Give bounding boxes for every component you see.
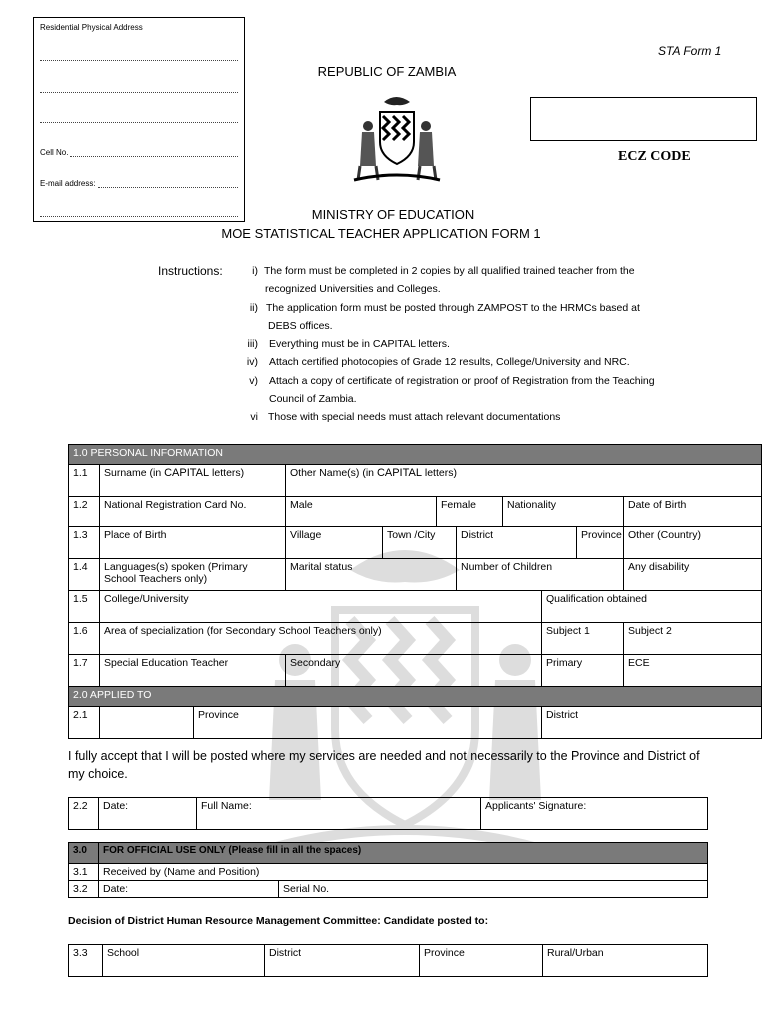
subject-2-field[interactable]: Subject 2 [624, 623, 762, 655]
rural-urban-field[interactable]: Rural/Urban [543, 945, 708, 977]
email-label: E-mail address: [40, 179, 96, 188]
signature-table [68, 797, 708, 830]
acceptance-statement: I fully accept that I will be posted where my services are needed and not necessarily to the Province and District of my choice. [68, 749, 700, 781]
primary-field[interactable]: Primary [542, 655, 624, 687]
place-of-birth-field[interactable]: Place of Birth [100, 527, 286, 559]
address-line-2[interactable] [40, 92, 238, 93]
secondary-field[interactable]: Secondary [286, 655, 542, 687]
row-number: 1.7 [69, 655, 100, 687]
date-field[interactable]: Date: [99, 798, 197, 830]
date-of-birth-field[interactable]: Date of Birth [624, 497, 762, 527]
serial-number-field[interactable]: Serial No. [279, 881, 708, 898]
row-number: 1.6 [69, 623, 100, 655]
female-field[interactable]: Female [437, 497, 503, 527]
republic-heading: REPUBLIC OF ZAMBIA [317, 64, 457, 79]
full-name-field[interactable]: Full Name: [197, 798, 481, 830]
instructions-list: i) The form must be completed in 2 copies by all qualified trained teacher from the recognized Universities and Colleges. ii) The application form must be posted through ZAMPOST to the HRMCs based at DEBS offices. iii) Everything must be in CAPITAL letters. iv) Attach certified photocopies of Grade 12 results, College/University and NRC. v) Attach a copy of certificate of registration or proof of Registration from the Teaching Council of Zambia. vi Those with special needs must attach relevant documentations [246, 265, 655, 423]
nationality-field[interactable]: Nationality [503, 497, 624, 527]
address-line-3[interactable] [40, 122, 238, 123]
posting-district-field[interactable]: District [265, 945, 420, 977]
form-title: MOE STATISTICAL TEACHER APPLICATION FORM 1 [221, 226, 541, 241]
section-3-heading: FOR OFFICIAL USE ONLY (Please fill in all the spaces) [99, 843, 708, 864]
province-field[interactable]: Province [577, 527, 624, 559]
number-of-children-field[interactable]: Number of Children [457, 559, 624, 591]
district-field[interactable]: District [457, 527, 577, 559]
row-number: 1.5 [69, 591, 100, 623]
posting-table [68, 944, 708, 977]
residential-address-box [33, 17, 245, 222]
special-education-field[interactable]: Special Education Teacher [100, 655, 286, 687]
row-number: 1.3 [69, 527, 100, 559]
ecz-code-label: ECZ CODE [618, 149, 691, 164]
marital-status-field[interactable]: Marital status [286, 559, 457, 591]
male-field[interactable]: Male [286, 497, 437, 527]
official-use-table [68, 842, 708, 898]
row-number: 1.4 [69, 559, 100, 591]
subject-1-field[interactable]: Subject 1 [542, 623, 624, 655]
official-date-field[interactable]: Date: [99, 881, 279, 898]
town-city-field[interactable]: Town /City [383, 527, 457, 559]
email-field[interactable] [98, 187, 238, 188]
qualification-field[interactable]: Qualification obtained [542, 591, 762, 623]
received-by-field[interactable]: Received by (Name and Position) [99, 864, 708, 881]
personal-information-table [68, 444, 762, 739]
other-names-field[interactable]: Other Name(s) (in CAPITAL letters) [286, 465, 762, 497]
row-number: 1.1 [69, 465, 100, 497]
row-number: 3.3 [69, 945, 103, 977]
posting-province-field[interactable]: Province [420, 945, 543, 977]
disability-field[interactable]: Any disability [624, 559, 762, 591]
village-field[interactable]: Village [286, 527, 383, 559]
row-number: 2.1 [69, 707, 100, 739]
other-country-field[interactable]: Other (Country) [624, 527, 762, 559]
address-label: Residential Physical Address [40, 23, 143, 32]
area-of-specialization-field[interactable]: Area of specialization (for Secondary School Teachers only) [100, 623, 542, 655]
nrc-field[interactable]: National Registration Card No. [100, 497, 286, 527]
section-2-heading: 2.0 APPLIED TO [69, 687, 762, 707]
school-field[interactable]: School [103, 945, 265, 977]
ecz-code-box[interactable] [530, 97, 757, 141]
applied-to-blank-field[interactable] [100, 707, 194, 739]
ministry-heading: MINISTRY OF EDUCATION [311, 207, 475, 222]
row-number: 2.2 [69, 798, 99, 830]
address-line-1[interactable] [40, 60, 238, 61]
college-university-field[interactable]: College/University [100, 591, 542, 623]
applied-province-field[interactable]: Province [194, 707, 542, 739]
instructions-label: Instructions: [158, 264, 223, 278]
cell-label: Cell No. [40, 148, 69, 157]
section-1-heading: 1.0 PERSONAL INFORMATION [69, 445, 762, 465]
section-3-number: 3.0 [69, 843, 99, 864]
cell-field[interactable] [70, 156, 238, 157]
form-code: STA Form 1 [658, 44, 722, 58]
ece-field[interactable]: ECE [624, 655, 762, 687]
surname-field[interactable]: Surname (in CAPITAL letters) [100, 465, 286, 497]
decision-heading: Decision of District Human Resource Management Committee: Candidate posted to: [68, 915, 489, 927]
languages-field[interactable]: Languages(s) spoken (Primary School Teachers only) [100, 559, 286, 591]
applied-district-field[interactable]: District [542, 707, 762, 739]
coat-of-arms-icon [350, 92, 444, 188]
row-number: 3.1 [69, 864, 99, 881]
signature-field[interactable]: Applicants' Signature: [481, 798, 708, 830]
row-number: 3.2 [69, 881, 99, 898]
row-number: 1.2 [69, 497, 100, 527]
